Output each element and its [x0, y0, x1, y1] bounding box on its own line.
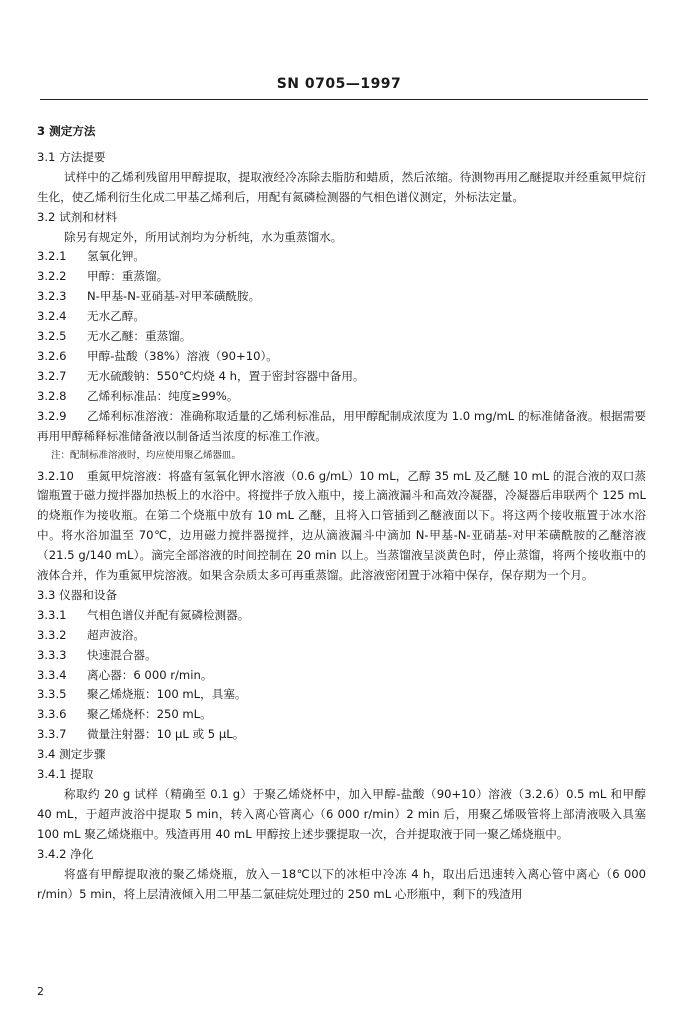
item-number: 3.2.9 — [37, 408, 67, 423]
standard-code-header: SN 0705—1997 — [276, 76, 402, 92]
item-text: 甲醇-盐酸（38%）溶液（90+10）。 — [87, 348, 278, 363]
item-text: 甲醇：重蒸馏。 — [87, 269, 169, 284]
list-item-3-2-10 — [37, 467, 646, 586]
section-3-title: 3 测定方法 — [37, 124, 96, 138]
heading-3-2: 3.2 试剂和材料 — [37, 209, 118, 224]
list-item-3-2-7 — [37, 367, 646, 387]
item-number: 3.2.10 — [37, 468, 74, 483]
item-text: 重氮甲烷溶液：将盛有氢氧化钾水溶液（0.6 g/mL）10 mL，乙醇 35 mL 及乙醚 10 mL 的混合液的双口蒸馏瓶置于磁力搅拌器加热板上的水浴中。将搅拌子放入瓶中，接上滴液漏斗和高效冷凝器，冷凝器后串联两个 125 mL 的烧瓶作为接收瓶。在第二个烧瓶中放有 10 mL 乙醚，且将入口管插到乙醚液面以下。将这两个接收瓶置于冰水浴中。将水浴加温至 70℃，边用磁力搅拌器搅拌，边从滴液漏斗中滴加 N-甲基-N-亚硝基-对甲苯磺酰胺的乙醚溶液（21.5 g/140 mL）。滴完全部溶液的时间控制在 20 min 以上。当蒸馏液呈淡黄色时，停止蒸馏，将两个接收瓶中的液体合并，作为重氮甲烷溶液。如果含杂质太多可再重蒸馏。此溶液密闭置于冰箱中保存，保存期为一个月。 — [37, 468, 646, 583]
list-item-3-2-1 — [37, 247, 646, 267]
heading-3-4-1: 3.4.1 提取 — [37, 767, 94, 782]
item-number: 3.2.7 — [37, 368, 67, 383]
list-item-3-2-9 — [37, 407, 646, 447]
list-item-3-3-6 — [37, 705, 646, 725]
item-text: 快速混合器。 — [87, 647, 157, 662]
heading-3-3: 3.3 仪器和设备 — [37, 587, 118, 602]
item-text: 超声波浴。 — [87, 627, 145, 642]
item-text: 无水乙醚：重蒸馏。 — [87, 329, 192, 344]
item-number: 3.2.4 — [37, 309, 67, 324]
paragraph-3-4-1: 称取约 20 g 试样（精确至 0.1 g）于聚乙烯烧杯中，加入甲醇-盐酸（90+10）溶液（3.2.6）0.5 mL 和甲醇 40 mL，于超声波浴中提取 5 min，转入离心管离心（6 000 r/min）2 min 后，用聚乙烯吸管将上部清液吸入具塞 100 mL 聚乙烯烧瓶中。残渣再用 40 mL 甲醇按上述步骤提取一次，合并提取液于同一聚乙烯烧瓶中。 — [37, 787, 646, 841]
item-number: 3.2.5 — [37, 329, 67, 344]
heading-3-4-2: 3.4.2 净化 — [37, 846, 94, 861]
item-number: 3.2.3 — [37, 289, 67, 304]
item-number: 3.2.1 — [37, 249, 67, 264]
list-item-3-2-4 — [37, 307, 646, 327]
item-number: 3.3.1 — [37, 607, 67, 622]
paragraph-3-1: 试样中的乙烯利残留用甲醇提取，提取液经冷冻除去脂肪和蜡质，然后浓缩。待测物再用乙醚提取并经重氮甲烷衍生化，使乙烯利衍生化成二甲基乙烯利后，用配有氮磷检测器的气相色谱仪测定，外标法定量。 — [37, 169, 646, 204]
item-text: 聚乙烯烧瓶：100 mL，具塞。 — [87, 687, 247, 702]
item-text: 聚乙烯烧杯：250 mL。 — [87, 707, 212, 722]
list-item-3-2-5 — [37, 327, 646, 347]
item-number: 3.2.8 — [37, 388, 67, 403]
list-item-3-3-1 — [37, 606, 646, 626]
item-text: 乙烯利标准溶液：准确称取适量的乙烯利标准品，用甲醇配制成浓度为 1.0 mg/mL 的标准储备液。根据需要再用甲醇稀释标准储备液以制备适当浓度的标准工作液。 — [37, 408, 646, 443]
list-item-3-2-3 — [37, 287, 646, 307]
item-number: 3.3.2 — [37, 627, 67, 642]
paragraph-3-2-intro: 除另有规定外，所用试剂均为分析纯，水为重蒸馏水。 — [64, 229, 343, 244]
list-item-3-2-6 — [37, 347, 646, 367]
item-text: 微量注射器：10 μL 或 5 μL。 — [87, 727, 245, 742]
document-body — [37, 122, 646, 904]
list-item-3-3-2 — [37, 626, 646, 646]
item-text: 气相色谱仪并配有氮磷检测器。 — [87, 607, 250, 622]
item-number: 3.3.3 — [37, 647, 67, 662]
list-item-3-3-7 — [37, 725, 646, 745]
list-item-3-2-8 — [37, 387, 646, 407]
item-number: 3.3.6 — [37, 707, 67, 722]
list-item-3-2-2 — [37, 267, 646, 287]
item-text: 无水硫酸钠：550℃灼烧 4 h，置于密封容器中备用。 — [87, 368, 365, 383]
item-number: 3.3.5 — [37, 687, 67, 702]
item-number: 3.2.6 — [37, 348, 67, 363]
heading-3-1: 3.1 方法提要 — [37, 149, 106, 164]
item-number: 3.2.2 — [37, 269, 67, 284]
note-3-2-9: 注：配制标准溶液时，均应使用聚乙烯器皿。 — [51, 449, 242, 461]
item-text: 氢氧化钾。 — [87, 249, 145, 264]
item-number: 3.3.7 — [37, 727, 67, 742]
list-item-3-3-5 — [37, 685, 646, 705]
heading-3-4: 3.4 测定步骤 — [37, 747, 106, 762]
item-text: N-甲基-N-亚硝基-对甲苯磺酰胺。 — [87, 289, 261, 304]
list-item-3-3-3 — [37, 646, 646, 666]
list-item-3-3-4 — [37, 666, 646, 686]
paragraph-3-4-2: 将盛有甲醇提取液的聚乙烯烧瓶，放入－18℃以下的冰柜中冷冻 4 h，取出后迅速转入离心管中离心（6 000 r/min）5 min，将上层清液倾入用二甲基二氯硅烷处理过的 250 mL 心形瓶中，剩下的残渣用 — [37, 866, 646, 901]
item-text: 无水乙醇。 — [87, 309, 145, 324]
item-text: 乙烯利标准品：纯度≥99%。 — [87, 388, 239, 403]
page-number: 2 — [37, 985, 44, 998]
item-number: 3.3.4 — [37, 667, 67, 682]
header-rule — [40, 99, 648, 100]
item-text: 离心器：6 000 r/min。 — [87, 667, 213, 682]
